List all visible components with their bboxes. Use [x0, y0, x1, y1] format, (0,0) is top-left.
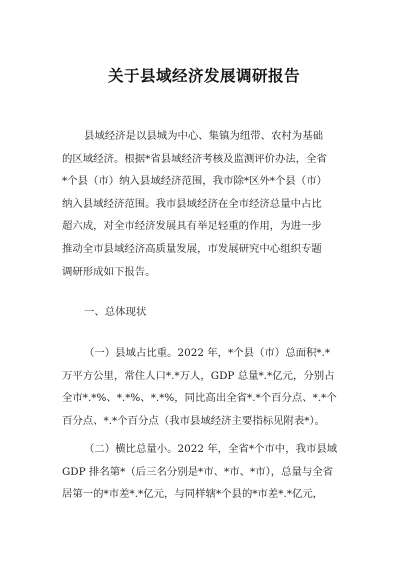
paragraph-share [62, 342, 352, 432]
intro-line: 推动全市县域经济高质量发展，市发展研究中心组织专题 [62, 242, 322, 255]
intro-line: 调研形成如下报告。 [62, 265, 156, 278]
paragraph-line: 万平方公里，常住人口*.*万人，GDP 总量*.*亿元，分别占 [62, 369, 335, 382]
paragraph-line: 百分点、*.*个百分点（我市县域经济主要指标见附表*）。 [62, 414, 326, 427]
paragraph-comparison [62, 438, 352, 506]
intro-line: *个县（市）纳入县域经济范围，我市除*区外*个县（市） [62, 175, 327, 188]
paragraph-line: （二）横比总量小。2022 年，全省*个市中，我市县域 [84, 443, 338, 455]
paragraph-line: 居第一的*市差*.*亿元，与同样辖*个县的*市差*.*亿元， [62, 488, 324, 501]
paragraph-line: （一）县域占比重。2022 年，*个县（市）总面积*.* [84, 347, 331, 359]
paragraph-line: GDP 排名第*（后三名分别是*市、*市、*市），总量与全省 [62, 465, 334, 478]
intro-line: 县域经济是以县城为中心、集镇为纽带、农村为基础 [84, 130, 323, 142]
section-heading: 一、总体现状 [84, 306, 147, 318]
intro-paragraph [62, 125, 352, 283]
intro-line: 超六成，对全市经济发展具有举足轻重的作用，为进一步 [62, 220, 322, 233]
document-title: 关于县域经济发展调研报告 [107, 67, 300, 85]
paragraph-line: 全市*.*%、*.*%、*.*%，同比高出全省*.*个百分点、*.*个 [62, 392, 337, 405]
intro-line: 的区域经济。根据*省县域经济考核及监测评价办法，全省 [62, 152, 327, 165]
intro-line: 纳入县域经济范围。我市县域经济在全市经济总量中占比 [62, 197, 322, 210]
